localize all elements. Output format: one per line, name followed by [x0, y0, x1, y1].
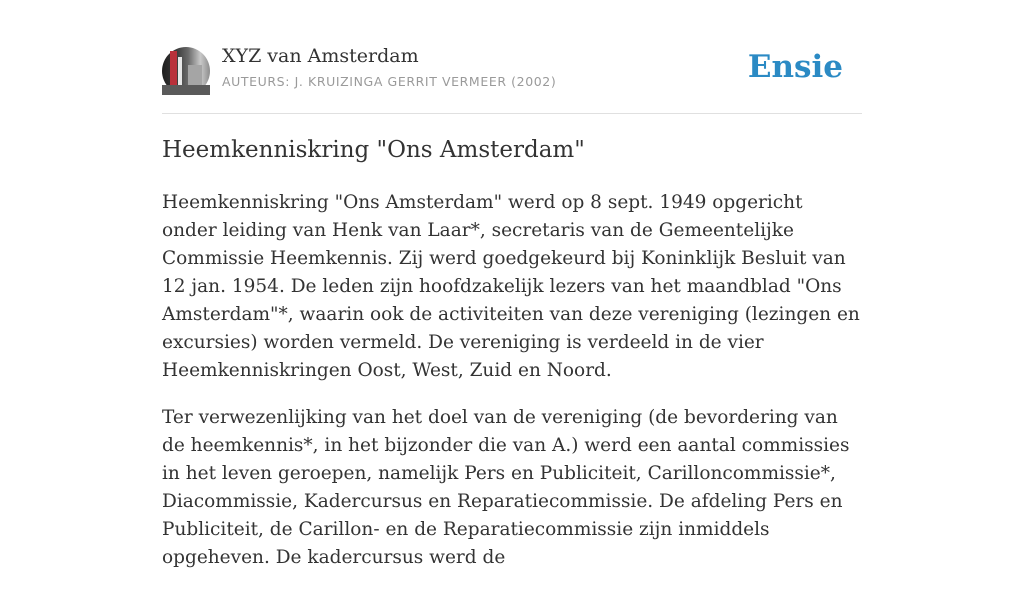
- page-container: [162, 0, 862, 568]
- article-paragraph: Heemkenniskring "Ons Amsterdam" werd op 8 sept. 1949 opgericht onder leiding van Henk van Laar*, secretaris van de Gemeentelijke Commissie Heemkennis. Zij werd goedgekeurd bij Koninklijk Besluit van 12 jan. 1954. De leden zijn hoofdzakelijk lezers van het maandblad "Ons Amsterdam"*, waarin ook de activiteiten van deze vereniging (lezingen en excursies) worden vermeld. De vereniging is verdeeld in de vier Heemkenniskringen Oost, West, Zuid en Noord.: [162, 192, 860, 381]
- article-paragraph: Ter verwezenlijking van het doel van de vereniging (de bevordering van de heemkennis*, in het bijzonder die van A.) werd een aantal commissies in het leven geroepen, namelijk Pers en Publiciteit, Carilloncommissie*, Diacommissie, Kadercursus en Reparatiecommissie. De afdeling Pers en Publiciteit, de Carillon- en de Reparatiecommissie zijn inmiddels opgeheven. De kadercursus werd de: [162, 407, 850, 568]
- source-title[interactable]: XYZ van Amsterdam: [222, 45, 419, 67]
- source-header: [162, 0, 862, 114]
- photo-ground: [162, 85, 210, 95]
- article-body: [162, 189, 862, 591]
- source-authors: AUTEURS: J. KRUIZINGA GERRIT VERMEER (2002): [222, 74, 557, 89]
- ensie-logo[interactable]: Ensie: [747, 49, 843, 85]
- source-avatar[interactable]: [162, 47, 210, 95]
- article-title: Heemkenniskring "Ons Amsterdam": [162, 137, 585, 163]
